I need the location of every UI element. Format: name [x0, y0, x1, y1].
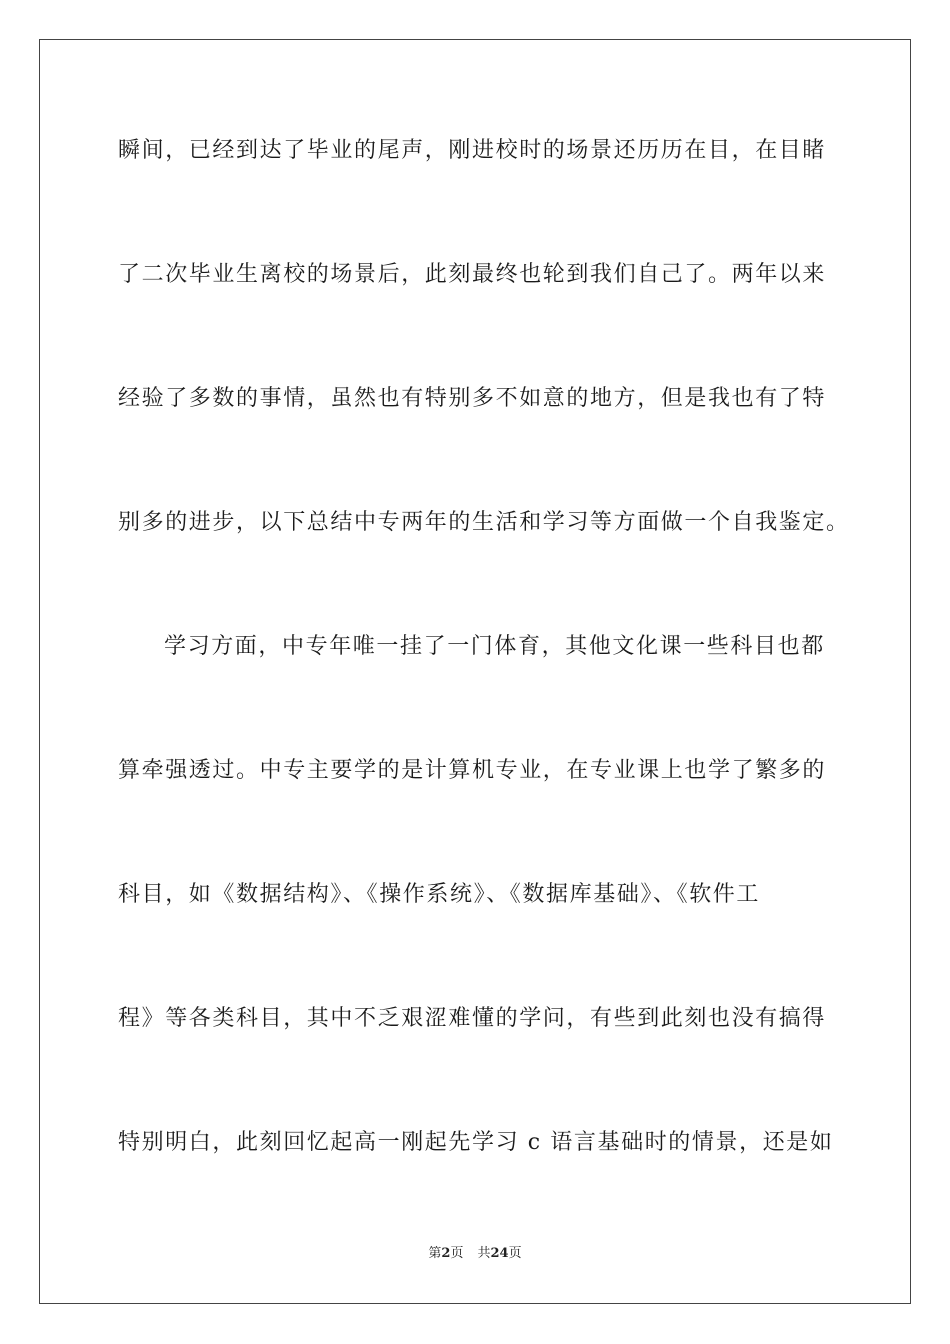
- page-current: 2: [441, 1246, 451, 1261]
- body-text-line: 别多的进步，以下总结中专两年的生活和学习等方面做一个自我鉴定。: [118, 510, 850, 535]
- total-prefix: 共: [477, 1246, 491, 1261]
- page-prefix: 第: [428, 1246, 442, 1261]
- body-text-line-paragraph-start: 学习方面，中专年唯一挂了一门体育，其他文化课一些科目也都: [164, 634, 825, 659]
- total-unit: 页: [508, 1246, 522, 1261]
- body-text-line: 瞬间，已经到达了毕业的尾声，刚进校时的场景还历历在目，在目睹: [118, 138, 827, 163]
- body-text-line: 程》等各类科目，其中不乏艰涩难懂的学问，有些到此刻也没有搞得: [118, 1006, 827, 1031]
- page-unit: 页: [450, 1246, 464, 1261]
- page-footer: [0, 1245, 950, 1263]
- page-total: 24: [490, 1246, 509, 1261]
- page-border: [39, 39, 911, 1304]
- body-text-line: 科目，如《数据结构》、《操作系统》、《数据库基础》、《软件工: [118, 882, 761, 907]
- body-text-line: 特别明白，此刻回忆起高一刚起先学习 c 语言基础时的情景，还是如: [118, 1130, 834, 1155]
- body-text-line: 算牵强透过。中专主要学的是计算机专业，在专业课上也学了繁多的: [118, 758, 827, 783]
- body-text-line: 经验了多数的事情，虽然也有特别多不如意的地方，但是我也有了特: [118, 386, 827, 411]
- body-text-line: 了二次毕业生离校的场景后，此刻最终也轮到我们自己了。两年以来: [118, 262, 827, 287]
